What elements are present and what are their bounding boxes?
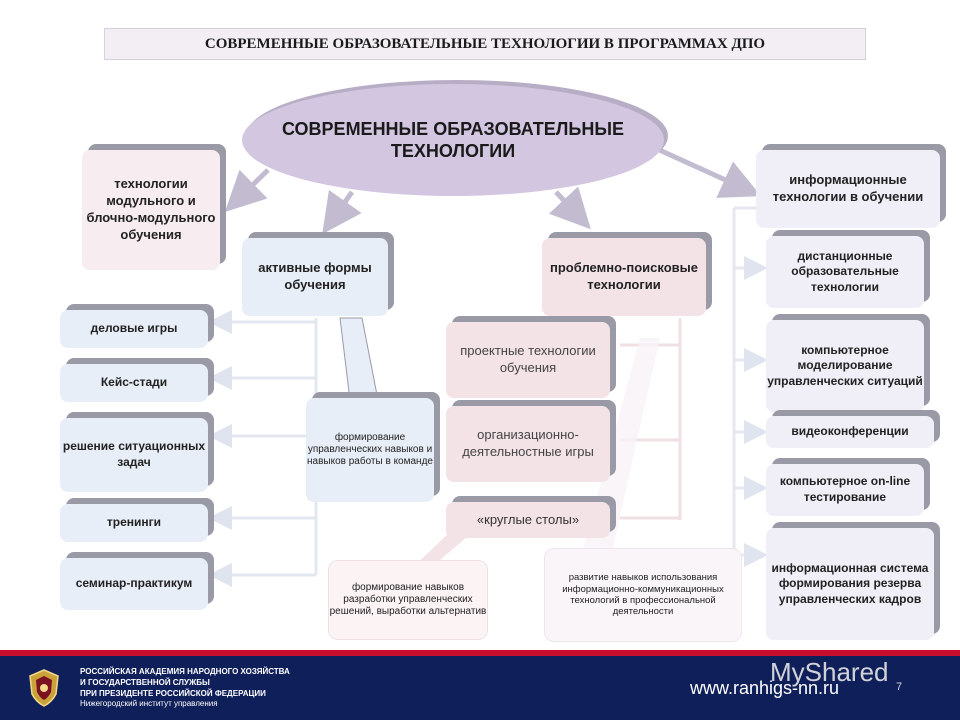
center-ellipse: СОВРЕМЕННЫЕ ОБРАЗОВАТЕЛЬНЫЕ ТЕХНОЛОГИИ: [242, 84, 664, 196]
problem-item-project: проектные технологии обучения: [446, 322, 610, 398]
problem-item-org-games: организационно-деятельностные игры: [446, 406, 610, 482]
info-item-video: видеоконференции: [766, 416, 934, 448]
note-decisions: формирование навыков разработки управленческих решений, выработки альтернатив: [328, 560, 488, 640]
note-ict: развитие навыков использования информационно-коммуникационных технологий в профессиональной деятельности: [544, 548, 742, 642]
footer-url[interactable]: www.ranhigs-nn.ru: [690, 678, 840, 698]
emblem-icon: [26, 668, 62, 708]
page-title: СОВРЕМЕННЫЕ ОБРАЗОВАТЕЛЬНЫЕ ТЕХНОЛОГИИ В ПРОГРАММАХ ДПО: [104, 28, 866, 60]
info-item-reserve: информационная система формирования резерва управленческих кадров: [766, 528, 934, 640]
page-number: 7: [896, 681, 903, 693]
active-item-situational-tasks: решение ситуационных задач: [60, 418, 208, 492]
footer-institution: [80, 667, 290, 710]
active-box: активные формы обучения: [242, 238, 388, 316]
watermark: MyShared: [770, 657, 889, 687]
info-item-testing: компьютерное on-line тестирование: [766, 464, 924, 516]
problem-box: проблемно-поисковые технологии: [542, 238, 706, 316]
footer-line4: Нижегородский институт управления: [80, 699, 218, 709]
active-item-seminar: семинар-практикум: [60, 558, 208, 610]
info-item-distance: дистанционные образовательные технологии: [766, 236, 924, 308]
modular-box: технологии модульного и блочно-модульного обучения: [82, 150, 220, 270]
footer-line2: И ГОСУДАРСТВЕННОЙ СЛУЖБЫ: [80, 677, 210, 687]
active-item-business-games: деловые игры: [60, 310, 208, 348]
problem-item-round-tables: «круглые столы»: [446, 502, 610, 538]
footer-line3: ПРИ ПРЕЗИДЕНТЕ РОССИЙСКОЙ ФЕДЕРАЦИИ: [80, 688, 266, 698]
footer-stripe: [0, 650, 960, 656]
info-box: информационные технологии в обучении: [756, 150, 940, 228]
active-item-case-study: Кейс-стади: [60, 364, 208, 402]
footer-line1: РОССИЙСКАЯ АКАДЕМИЯ НАРОДНОГО ХОЗЯЙСТВА: [80, 667, 290, 676]
info-item-modeling: компьютерное моделирование управленческих ситуаций: [766, 320, 924, 412]
note-teamwork: формирование управленческих навыков и навыков работы в команде: [306, 398, 434, 502]
active-item-trainings: тренинги: [60, 504, 208, 542]
